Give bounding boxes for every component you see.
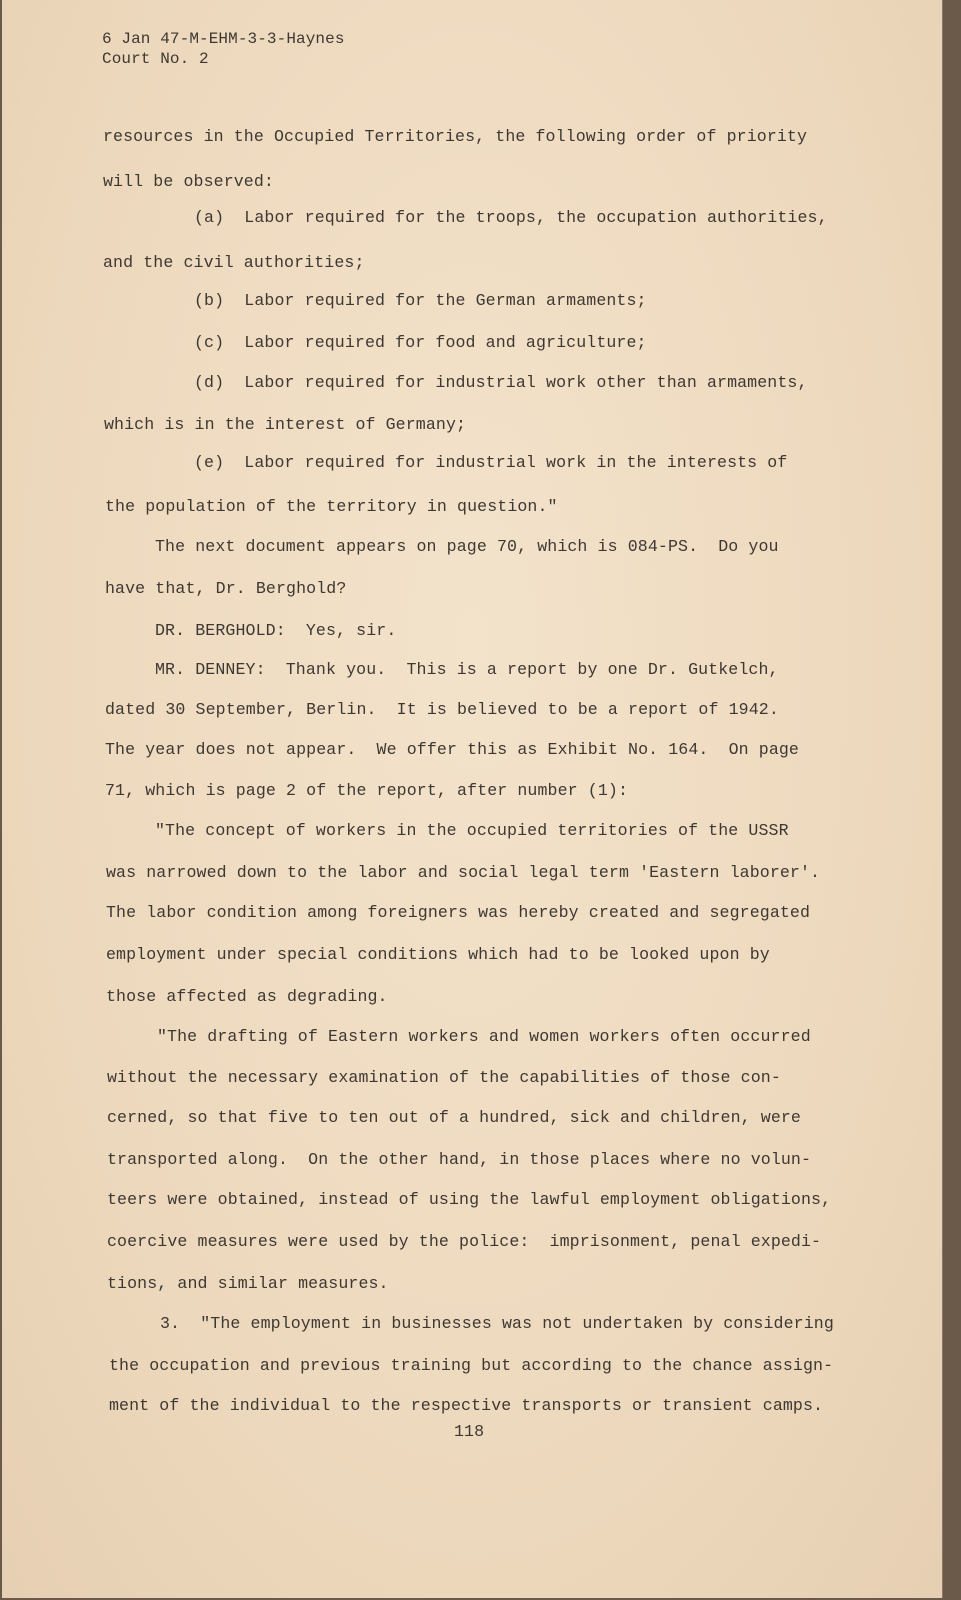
text-line: The next document appears on page 70, which is 084-PS. Do you xyxy=(155,537,779,556)
text-line: will be observed: xyxy=(103,172,274,191)
text-line: resources in the Occupied Territories, the following order of priority xyxy=(103,127,808,146)
document-page xyxy=(2,0,943,1598)
text-line: tions, and similar measures. xyxy=(107,1274,389,1293)
header-docket: 6 Jan 47-M-EHM-3-3-Haynes xyxy=(102,30,345,48)
page-number: 118 xyxy=(454,1422,485,1441)
text-line: employment under special conditions which had to be looked upon by xyxy=(106,945,770,964)
text-line: (c) Labor required for food and agriculture; xyxy=(194,333,647,352)
text-line: without the necessary examination of the capabilities of those con- xyxy=(107,1068,781,1087)
text-line: The labor condition among foreigners was hereby created and segregated xyxy=(106,903,811,922)
text-line: and the civil authorities; xyxy=(103,253,365,272)
header-court: Court No. 2 xyxy=(102,50,209,68)
text-line: DR. BERGHOLD: Yes, sir. xyxy=(155,621,397,640)
text-line: the occupation and previous training but according to the chance assign- xyxy=(109,1356,834,1375)
text-line: those affected as degrading. xyxy=(106,987,388,1006)
text-line: which is in the interest of Germany; xyxy=(104,415,467,434)
text-line: dated 30 September, Berlin. It is believed to be a report of 1942. xyxy=(105,700,779,719)
text-line: the population of the territory in question." xyxy=(105,497,558,516)
text-line: teers were obtained, instead of using the lawful employment obligations, xyxy=(107,1190,832,1209)
text-line: ment of the individual to the respective transports or transient camps. xyxy=(109,1396,824,1415)
text-line: 3. "The employment in businesses was not undertaken by considering xyxy=(160,1314,834,1333)
text-line: coercive measures were used by the police: imprisonment, penal expedi- xyxy=(107,1232,822,1251)
text-line: cerned, so that five to ten out of a hundred, sick and children, were xyxy=(107,1108,801,1127)
text-line: MR. DENNEY: Thank you. This is a report by one Dr. Gutkelch, xyxy=(155,660,779,679)
text-line: (e) Labor required for industrial work in the interests of xyxy=(194,453,788,472)
text-line: 71, which is page 2 of the report, after number (1): xyxy=(105,781,629,800)
text-line: have that, Dr. Berghold? xyxy=(105,579,347,598)
text-line: (d) Labor required for industrial work other than armaments, xyxy=(194,373,808,392)
text-line: "The drafting of Eastern workers and women workers often occurred xyxy=(157,1027,811,1046)
text-line: The year does not appear. We offer this as Exhibit No. 164. On page xyxy=(105,740,799,759)
text-line: "The concept of workers in the occupied territories of the USSR xyxy=(155,821,789,840)
text-line: was narrowed down to the labor and social legal term 'Eastern laborer'. xyxy=(106,863,821,882)
text-line: transported along. On the other hand, in those places where no volun- xyxy=(107,1150,812,1169)
text-line: (b) Labor required for the German armaments; xyxy=(194,291,647,310)
text-line: (a) Labor required for the troops, the occupation authorities, xyxy=(194,208,828,227)
